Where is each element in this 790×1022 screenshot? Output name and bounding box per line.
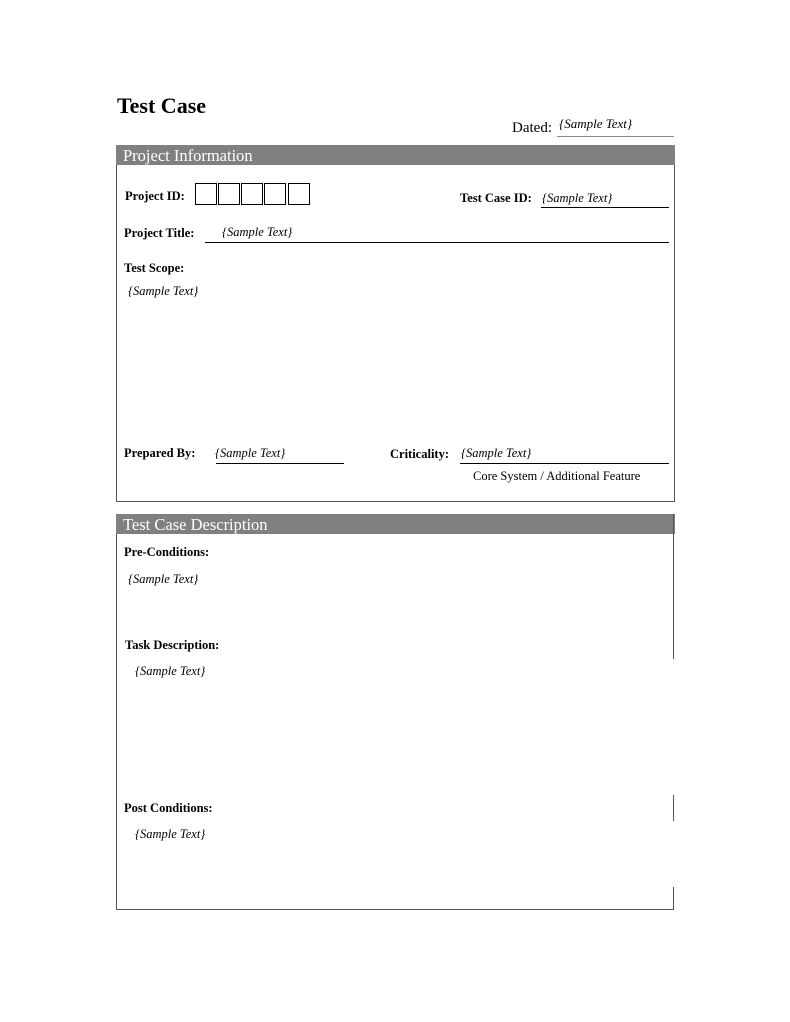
section-right-border-mid	[673, 795, 674, 821]
criticality-hint: Core System / Additional Feature	[473, 469, 641, 483]
project-id-box-2[interactable]	[218, 183, 240, 205]
project-id-box-5[interactable]	[288, 183, 310, 205]
dated-label: Dated:	[512, 120, 552, 136]
dated-field[interactable]: {Sample Text}	[559, 116, 633, 131]
test-case-id-underline	[541, 207, 669, 208]
project-id-box-4[interactable]	[264, 183, 286, 205]
project-title-underline	[205, 242, 669, 243]
test-case-description-section	[116, 514, 674, 910]
page-title: Test Case	[117, 93, 207, 118]
project-title-field[interactable]: {Sample Text}	[222, 225, 293, 239]
criticality-underline	[460, 463, 669, 464]
project-id-box-1[interactable]	[195, 183, 217, 205]
project-information-heading: Project Information	[116, 145, 675, 165]
project-id-label: Project ID:	[125, 189, 185, 203]
test-scope-label: Test Scope:	[124, 261, 185, 275]
test-case-description-heading: Test Case Description	[116, 514, 675, 534]
section-right-border-bottom	[673, 887, 674, 909]
prepared-by-underline	[216, 463, 344, 464]
pre-conditions-field[interactable]: {Sample Text}	[128, 572, 199, 586]
post-conditions-field[interactable]: {Sample Text}	[135, 827, 206, 841]
test-case-id-field[interactable]: {Sample Text}	[542, 191, 613, 205]
project-id-box-3[interactable]	[241, 183, 263, 205]
section-right-border-top	[673, 514, 674, 659]
task-description-label: Task Description:	[125, 638, 220, 652]
pre-conditions-label: Pre-Conditions:	[124, 545, 210, 559]
prepared-by-label: Prepared By:	[124, 446, 196, 460]
project-title-label: Project Title:	[124, 226, 195, 240]
test-scope-field[interactable]: {Sample Text}	[128, 284, 199, 298]
test-case-id-label: Test Case ID:	[460, 191, 532, 205]
task-description-field[interactable]: {Sample Text}	[135, 664, 206, 678]
post-conditions-label: Post Conditions:	[124, 801, 213, 815]
prepared-by-field[interactable]: {Sample Text}	[215, 446, 286, 460]
criticality-label: Criticality:	[390, 447, 450, 461]
dated-underline	[557, 136, 674, 137]
criticality-field[interactable]: {Sample Text}	[461, 446, 532, 460]
